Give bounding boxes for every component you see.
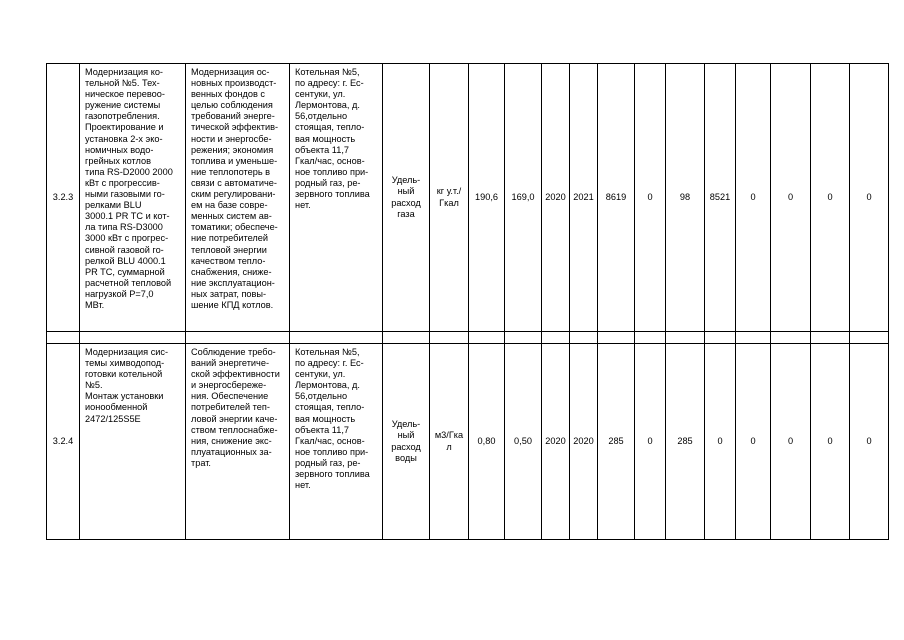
measure-description: Модернизация ко- тельной №5. Тех- ническое перевоо- ружение системы газопотребления. Проектирование и установка 2-х эко- номичных водо- грейных котлов типа RS-D2000 2000 кВт с прогрессив- ными газовыми го- релками BLU 3000.1 PR TC и кот- ла типа RS-D3000 3000 кВт с прогрес- сивной газовой го- релкой BLU 4000.1 PR TC, суммарной расчетной тепловой нагрузкой Р=7,0 МВт. (80, 64, 186, 332)
indicator-unit: кг у.т./ Гкал (430, 64, 469, 332)
value-cell: 285 (666, 344, 705, 540)
value-cell: 0 (811, 64, 850, 332)
value-cell: 0,80 (469, 344, 505, 540)
measure-goal: Соблюдение требо- ваний энергетиче- ской эффективности и энергосбереже- ния. Обеспечение потребителей теп- ловой энергии каче- ством теплоснабже- ния, снижение экс- плуатационных за- трат. (186, 344, 290, 540)
indicator-name: Удель- ный расход воды (383, 344, 430, 540)
year-end-cell: 2021 (570, 64, 598, 332)
value-cell: 0 (635, 344, 666, 540)
value-cell: 285 (598, 344, 635, 540)
value-cell: 169,0 (505, 64, 542, 332)
year-start-cell: 2020 (542, 344, 570, 540)
value-cell: 0 (705, 344, 736, 540)
table-row (47, 64, 889, 332)
value-cell: 0 (811, 344, 850, 540)
measure-description: Модернизация сис- темы химводопод- готовки котельной №5. Монтаж установки ионообменной 2472/125S5E (80, 344, 186, 540)
value-cell: 0 (771, 64, 811, 332)
indicator-name: Удель- ный расход газа (383, 64, 430, 332)
value-cell: 0 (850, 64, 889, 332)
object-description: Котельная №5, по адресу: г. Ес- сентуки, ул. Лермонтова, д. 56,отдельно стоящая, тепло- вая мощность объекта 11,7 Гкал/час, основ- ное топливо при- родный газ, ре- зервного топлива нет. (290, 64, 383, 332)
value-cell: 98 (666, 64, 705, 332)
object-description: Котельная №5, по адресу: г. Ес- сентуки, ул. Лермонтова, д. 56,отдельно стоящая, тепло- вая мощность объекта 11,7 Гкал/час, основ- ное топливо при- родный газ, ре- зервного топлива нет. (290, 344, 383, 540)
year-end-cell: 2020 (570, 344, 598, 540)
row-code: 3.2.3 (47, 64, 80, 332)
measure-goal: Модернизация ос- новных производст- венных фондов с целью соблюдения требований энерге- тической эффектив- ности и энергосбе- режения; экономия топлива и уменьше- ние теплопотерь в связи с автоматиче- ским регулировани- ем на базе совре- менных систем ав- томатики; обеспече- ние потребителей тепловой энергии качеством тепло- снабжения, сниже- ние эксплуатацион- ных затрат, повы- шение КПД котлов. (186, 64, 290, 332)
value-cell: 0 (635, 64, 666, 332)
value-cell: 8521 (705, 64, 736, 332)
program-table (46, 63, 889, 540)
indicator-unit: м3/Гка л (430, 344, 469, 540)
row-code: 3.2.4 (47, 344, 80, 540)
value-cell: 0 (771, 344, 811, 540)
value-cell: 0 (736, 64, 771, 332)
table-gap-row (47, 332, 889, 344)
value-cell: 0 (850, 344, 889, 540)
value-cell: 0,50 (505, 344, 542, 540)
value-cell: 190,6 (469, 64, 505, 332)
value-cell: 0 (736, 344, 771, 540)
year-start-cell: 2020 (542, 64, 570, 332)
table-row (47, 344, 889, 540)
value-cell: 8619 (598, 64, 635, 332)
